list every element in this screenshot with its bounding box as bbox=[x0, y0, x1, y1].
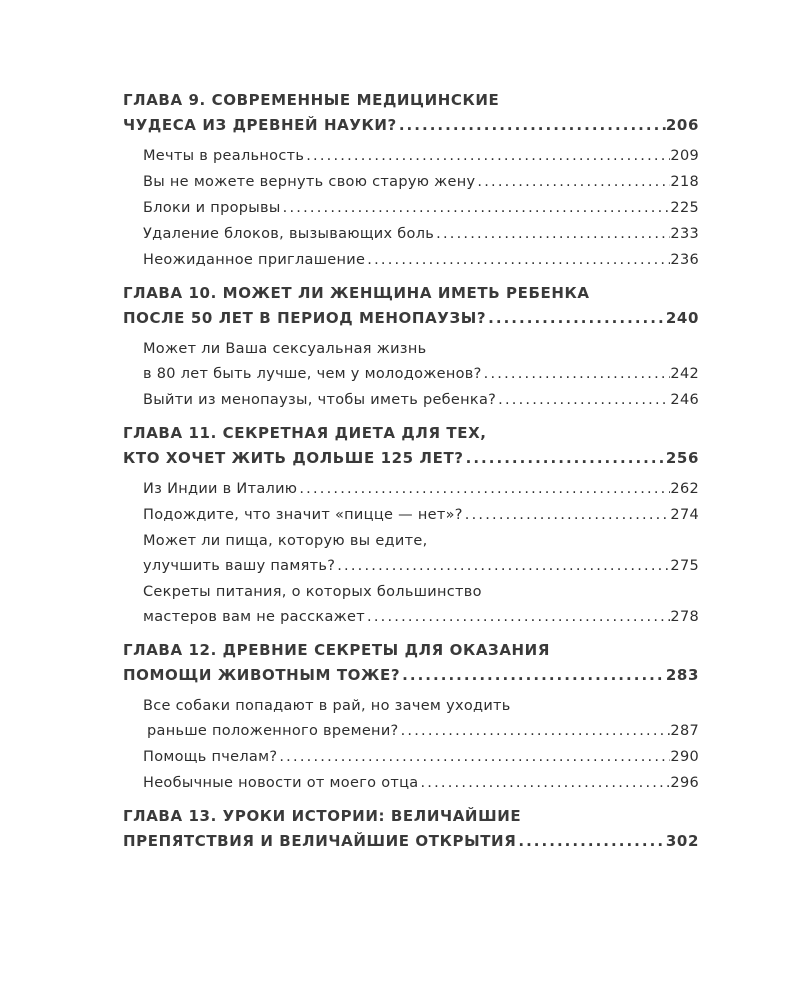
section-title: в 80 лет быть лучше, чем у молодоженов? bbox=[143, 366, 482, 382]
leader-dots bbox=[365, 605, 670, 630]
leader-dots bbox=[496, 388, 670, 413]
leader-dots bbox=[397, 113, 666, 138]
section-entry[interactable] bbox=[123, 694, 699, 744]
leader-dots bbox=[335, 554, 670, 579]
chapter-page-number: 240 bbox=[665, 309, 699, 327]
chapter-title-line2: ЧУДЕСА ИЗ ДРЕВНЕЙ НАУКИ? bbox=[123, 116, 397, 134]
chapter-9 bbox=[123, 88, 699, 273]
section-entry[interactable] bbox=[123, 222, 699, 247]
section-page-number: 262 bbox=[670, 481, 699, 497]
section-title: Блоки и прорывы bbox=[143, 200, 281, 216]
section-title: Выйти из менопаузы, чтобы иметь ребенка? bbox=[143, 392, 497, 408]
chapter-page-number: 302 bbox=[665, 832, 699, 850]
leader-dots bbox=[304, 144, 670, 169]
section-title: Необычные новости от моего отца bbox=[143, 775, 419, 791]
chapter-10 bbox=[123, 281, 699, 413]
section-page-number: 225 bbox=[670, 200, 699, 216]
leader-dots bbox=[482, 362, 671, 387]
chapter-heading[interactable] bbox=[123, 421, 699, 471]
leader-dots bbox=[464, 446, 666, 471]
section-title: раньше положенного времени? bbox=[147, 723, 399, 739]
section-title-line1: Секреты питания, о которых большинство bbox=[143, 584, 482, 600]
chapter-13 bbox=[123, 804, 699, 854]
chapter-title-line2: ПОМОЩИ ЖИВОТНЫМ ТОЖЕ? bbox=[123, 666, 401, 684]
leader-dots bbox=[516, 829, 666, 854]
section-title-line1: Может ли пища, которую вы едите, bbox=[143, 533, 428, 549]
section-page-number: 236 bbox=[670, 252, 699, 268]
section-entry[interactable] bbox=[123, 248, 699, 273]
leader-dots bbox=[277, 745, 670, 770]
leader-dots bbox=[486, 306, 666, 331]
section-entry[interactable] bbox=[123, 144, 699, 169]
table-of-contents bbox=[123, 88, 699, 862]
chapter-heading[interactable] bbox=[123, 638, 699, 688]
section-page-number: 274 bbox=[670, 507, 699, 523]
chapter-title-line1: ГЛАВА 10. МОЖЕТ ЛИ ЖЕНЩИНА ИМЕТЬ РЕБЕНКА bbox=[123, 284, 590, 302]
section-page-number: 242 bbox=[670, 366, 699, 382]
section-entry[interactable] bbox=[123, 196, 699, 221]
chapter-title-line1: ГЛАВА 12. ДРЕВНИЕ СЕКРЕТЫ ДЛЯ ОКАЗАНИЯ bbox=[123, 641, 550, 659]
chapter-heading[interactable] bbox=[123, 804, 699, 854]
section-page-number: 218 bbox=[670, 174, 699, 190]
section-title: Вы не можете вернуть свою старую жену bbox=[143, 174, 476, 190]
section-page-number: 209 bbox=[670, 148, 699, 164]
section-page-number: 278 bbox=[670, 609, 699, 625]
section-title: мастеров вам не расскажет bbox=[143, 609, 365, 625]
section-entry[interactable] bbox=[123, 170, 699, 195]
leader-dots bbox=[297, 477, 670, 502]
chapter-title-line1: ГЛАВА 9. СОВРЕМЕННЫЕ МЕДИЦИНСКИЕ bbox=[123, 91, 500, 109]
chapter-title-line2: ПОСЛЕ 50 ЛЕТ В ПЕРИОД МЕНОПАУЗЫ? bbox=[123, 309, 487, 327]
section-page-number: 290 bbox=[670, 749, 699, 765]
chapter-heading[interactable] bbox=[123, 88, 699, 138]
section-title: Из Индии в Италию bbox=[143, 481, 298, 497]
chapter-title-line2: ПРЕПЯТСТВИЯ И ВЕЛИЧАЙШИЕ ОТКРЫТИЯ bbox=[123, 832, 517, 850]
leader-dots bbox=[463, 503, 671, 528]
section-entry[interactable] bbox=[123, 388, 699, 413]
section-page-number: 246 bbox=[670, 392, 699, 408]
leader-dots bbox=[418, 771, 670, 796]
chapter-title-line2: КТО ХОЧЕТ ЖИТЬ ДОЛЬШЕ 125 ЛЕТ? bbox=[123, 449, 464, 467]
chapter-12 bbox=[123, 638, 699, 796]
leader-dots bbox=[475, 170, 670, 195]
leader-dots bbox=[399, 719, 671, 744]
section-title: Неожиданное приглашение bbox=[143, 252, 366, 268]
section-page-number: 275 bbox=[670, 558, 699, 574]
chapter-11 bbox=[123, 421, 699, 630]
section-page-number: 296 bbox=[670, 775, 699, 791]
section-entry[interactable] bbox=[123, 337, 699, 387]
chapter-heading[interactable] bbox=[123, 281, 699, 331]
section-title: Мечты в реальность bbox=[143, 148, 305, 164]
chapter-page-number: 206 bbox=[665, 116, 699, 134]
chapter-title-line1: ГЛАВА 11. СЕКРЕТНАЯ ДИЕТА ДЛЯ ТЕХ, bbox=[123, 424, 487, 442]
leader-dots bbox=[281, 196, 671, 221]
section-entry[interactable] bbox=[123, 477, 699, 502]
section-title: Помощь пчелам? bbox=[143, 749, 278, 765]
section-entry[interactable] bbox=[123, 745, 699, 770]
section-page-number: 287 bbox=[670, 723, 699, 739]
section-title: Удаление блоков, вызывающих боль bbox=[143, 226, 435, 242]
section-title: улучшить вашу память? bbox=[143, 558, 336, 574]
section-title: Подождите, что значит «пицце — нет»? bbox=[143, 507, 463, 523]
leader-dots bbox=[365, 248, 670, 273]
leader-dots bbox=[400, 663, 666, 688]
section-entry[interactable] bbox=[123, 503, 699, 528]
leader-dots bbox=[434, 222, 670, 247]
section-entry[interactable] bbox=[123, 529, 699, 579]
chapter-page-number: 256 bbox=[665, 449, 699, 467]
section-title-line1: Все собаки попадают в рай, но зачем уходить bbox=[143, 698, 511, 714]
section-page-number: 233 bbox=[670, 226, 699, 242]
chapter-page-number: 283 bbox=[665, 666, 699, 684]
section-entry[interactable] bbox=[123, 771, 699, 796]
section-title-line1: Может ли Ваша сексуальная жизнь bbox=[143, 341, 427, 357]
chapter-title-line1: ГЛАВА 13. УРОКИ ИСТОРИИ: ВЕЛИЧАЙШИЕ bbox=[123, 807, 522, 825]
section-entry[interactable] bbox=[123, 580, 699, 630]
